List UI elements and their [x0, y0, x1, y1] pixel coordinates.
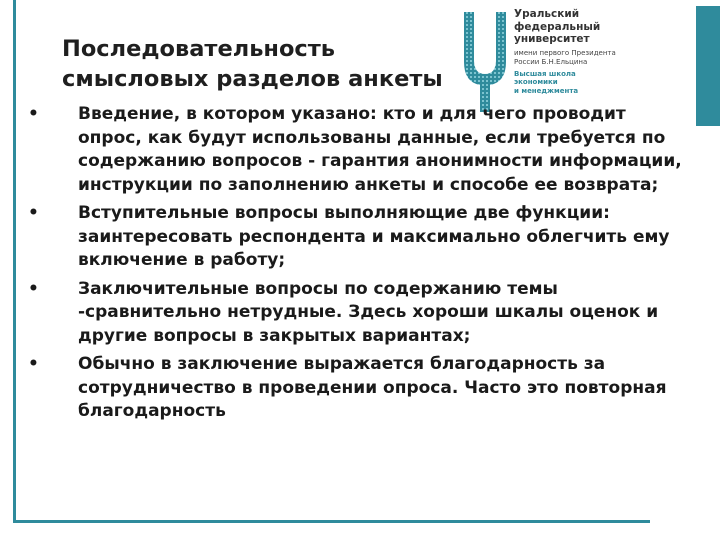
bullet-item [28, 353, 688, 424]
title-line-2: смысловых разделов анкеты [62, 66, 443, 92]
logo-name-line-2: федеральный [514, 20, 601, 33]
urfu-logo-mark-icon [462, 8, 508, 114]
bullet-text: Введение, в котором указано: кто и для чего проводит опрос, как будут использованы данные, если требуется по содержанию вопросов - гарантия анонимности информации, инструкции по заполнению анкеты и способе ее возврата; [78, 104, 682, 195]
logo-school-line-2: экономики [514, 78, 558, 86]
bullet-marker: • [28, 104, 39, 124]
logo-name-line-1: Уральский [514, 8, 580, 20]
bullet-marker: • [28, 354, 39, 374]
bullet-item [28, 202, 688, 273]
bullet-item [28, 103, 688, 197]
logo-sub-line-2: России Б.Н.Ельцина [514, 57, 588, 66]
bottom-frame-line [13, 520, 650, 523]
left-frame-line [13, 0, 16, 523]
logo-text [514, 8, 684, 95]
logo-school [514, 70, 684, 96]
logo-name-line-3: университет [514, 33, 590, 45]
slide-title [62, 34, 462, 94]
logo-subtitle [514, 49, 634, 67]
university-logo [462, 8, 692, 116]
bullet-item [28, 278, 688, 349]
bullet-list [28, 103, 688, 429]
bullet-marker: • [28, 278, 39, 299]
title-line-1: Последовательность [62, 36, 336, 62]
logo-school-line-1: Высшая школа [514, 69, 576, 78]
bullet-text: Вступительные вопросы выполняющие две функции: заинтересовать респондента и максимально облегчить ему включение в работу; [78, 203, 670, 270]
bullet-text: Обычно в заключение выражается благодарность за сотрудничество в проведении опроса. Часто это повторная благодарность [78, 354, 667, 421]
bullet-marker: • [28, 203, 39, 223]
bullet-text: Заключительные вопросы по содержанию темы -сравнительно нетрудные. Здесь хороши шкалы оценок и другие вопросы в закрытых вариантах; [78, 278, 659, 346]
logo-sub-line-1: имени первого Президента [514, 48, 616, 57]
logo-school-line-3: и менеджмента [514, 86, 579, 95]
corner-accent-block [696, 6, 720, 126]
